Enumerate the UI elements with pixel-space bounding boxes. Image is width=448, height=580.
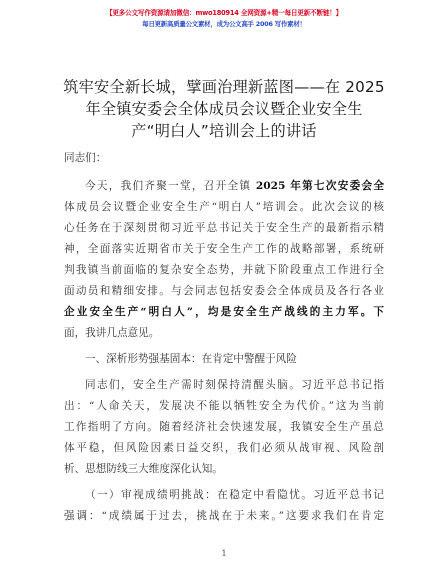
paragraph-1-line-7: 企业安全生产“明白人”，均是安全生产战线的主力军。下 bbox=[64, 306, 385, 318]
page-number: 1 bbox=[221, 549, 227, 558]
paragraph-2-line-1: 同志们，安全生产需时刻保持清醒头脑。习近平总书记指 bbox=[85, 379, 384, 391]
paragraph-2-line-4: 体平稳，但风险因素日益交织，我们必须从战审视、风险剖 bbox=[64, 442, 384, 454]
document-title bbox=[40, 76, 408, 142]
paragraph-1-line-3: 心任务在于深刻贯彻习近平总书记关于安全生产的最新指示精 bbox=[64, 222, 384, 234]
paragraph-1-line-5: 判我镇当前面临的复杂安全态势，并就下阶段重点工作进行全 bbox=[64, 264, 384, 276]
subsection-1-line-2: 强调：“成绩属于过去，挑战在于未来。”这要求我们在肯定 bbox=[64, 510, 384, 522]
paragraph-1-line-2: 体成员会议暨企业安全生产“明白人”培训会。此次会议的核 bbox=[64, 201, 384, 213]
subsection-1-line-1: （一）审视成绩明挑战：在稳定中看隐忧。习近平总书记 bbox=[85, 489, 384, 501]
paragraph-2-line-2: 出：“人命关天，发展决不能以牺牲安全为代价。”这为当前 bbox=[64, 400, 384, 412]
title-line-1: 筑牢安全新长城，擘画治理新蓝图——在 2025 bbox=[63, 78, 385, 96]
paragraph-2-line-5: 析、思想防线三大维度深化认知。 bbox=[64, 463, 223, 475]
paragraph-1-line-6: 面动员和精细安排。与会同志包括安委会全体成员及各行各业 bbox=[64, 285, 384, 297]
section-heading-1: 一、深析形势强基固本：在肯定中警醒于风险 bbox=[85, 353, 297, 365]
promo-banner-top: 【更多公文写作资源请加微信：mwo180914 全网资源+精一每日更新不断链！】 bbox=[105, 9, 343, 17]
promo-banner-sub: 每日更新高质量公文素材，成为公文高手 2006 写作素材！ bbox=[142, 20, 306, 28]
paragraph-1-line-8: 面，我讲几点意见。 bbox=[64, 327, 160, 339]
paragraph-1-line-4: 神，全面落实近期省市关于安全生产工作的战略部署，系统研 bbox=[64, 243, 384, 255]
paragraph-2-line-3: 工作指明了方向。随着经济社会快速发展，我镇安全生产虽总 bbox=[64, 421, 384, 433]
title-line-2: 年全镇安委会全体成员会议暨企业安全生 bbox=[85, 100, 363, 118]
paragraph-1-line-1: 今天，我们齐聚一堂，召开全镇 2025 年第七次安委会全 bbox=[85, 180, 384, 192]
title-line-3: 产“明白人”培训会上的讲话 bbox=[131, 122, 317, 140]
salutation: 同志们： bbox=[64, 152, 107, 164]
